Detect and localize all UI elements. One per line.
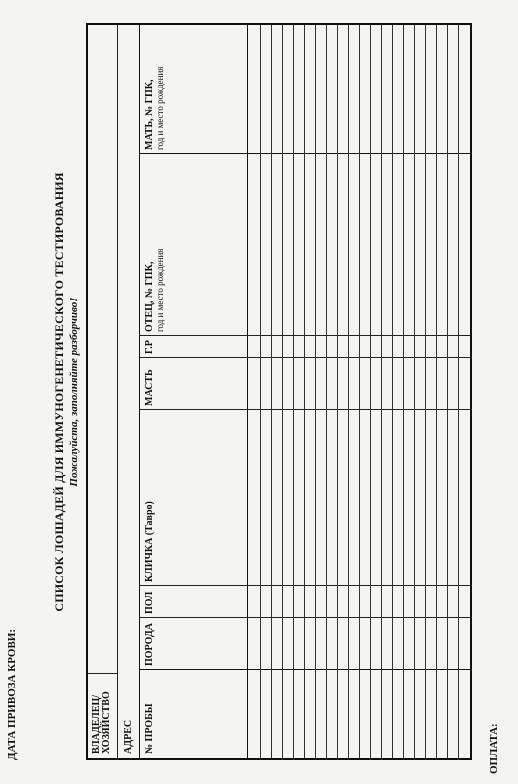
col-divider <box>140 335 470 336</box>
table-row[interactable] <box>436 25 437 758</box>
owner-label-line2: ХОЗЯЙСТВО <box>101 691 112 754</box>
owner-divider <box>88 673 117 674</box>
table-row[interactable] <box>271 25 272 758</box>
col-dam-title: МАТЬ, № ГПК, <box>144 79 155 150</box>
col-sire-header <box>144 249 166 332</box>
table-row[interactable] <box>348 25 349 758</box>
owner-row[interactable] <box>88 25 118 758</box>
table-row[interactable] <box>282 25 283 758</box>
table-row[interactable] <box>304 25 305 758</box>
col-sire-title: ОТЕЦ, № ГПК, <box>144 261 155 332</box>
blood-delivery-date-label: ДАТА ПРИВОЗА КРОВИ: <box>6 629 18 760</box>
col-name-header: КЛИЧКА (Тавро) <box>144 501 155 582</box>
col-divider <box>140 585 470 586</box>
form-subtitle: Пожалуйста, заполняйте разборчиво! <box>68 297 80 487</box>
col-dam-header <box>144 67 166 150</box>
table-row[interactable] <box>447 25 448 758</box>
col-birth-year-header: Г.Р <box>144 340 155 354</box>
table-row[interactable] <box>403 25 404 758</box>
table-row[interactable] <box>458 25 459 758</box>
table-row[interactable] <box>326 25 327 758</box>
owner-label <box>92 691 112 754</box>
table-row[interactable] <box>293 25 294 758</box>
col-divider <box>140 617 470 618</box>
col-divider <box>140 357 470 358</box>
owner-label-line1: ВЛАДЕЛЕЦ/ <box>91 694 102 754</box>
table-row[interactable] <box>315 25 316 758</box>
table-row[interactable] <box>359 25 360 758</box>
col-sex-header: ПОЛ <box>144 591 155 614</box>
address-row[interactable] <box>118 25 140 758</box>
col-divider <box>140 409 470 410</box>
table-row[interactable] <box>260 25 261 758</box>
col-sample-no-header: № ПРОБЫ <box>144 703 155 754</box>
table-row[interactable] <box>425 25 426 758</box>
table-row[interactable] <box>414 25 415 758</box>
form-title: СПИСОК ЛОШАДЕЙ ДЛЯ ИММУНОГЕНЕТИЧЕСКОГО ТЕСТИРОВАНИЯ <box>52 172 66 612</box>
address-label: АДРЕС <box>123 719 134 754</box>
col-sire-subtitle: год и место рождения <box>155 248 165 332</box>
col-dam-subtitle: год и место рождения <box>155 66 165 150</box>
table-row[interactable] <box>381 25 382 758</box>
col-divider <box>140 153 470 154</box>
col-color-header: МАСТЬ <box>144 369 155 406</box>
horse-list-table <box>86 23 472 760</box>
table-row[interactable] <box>392 25 393 758</box>
col-breed-header: ПОРОДА <box>144 623 155 666</box>
payment-label: ОПЛАТА: <box>488 723 500 774</box>
col-divider <box>140 669 470 670</box>
table-row[interactable] <box>337 25 338 758</box>
table-row[interactable] <box>370 25 371 758</box>
